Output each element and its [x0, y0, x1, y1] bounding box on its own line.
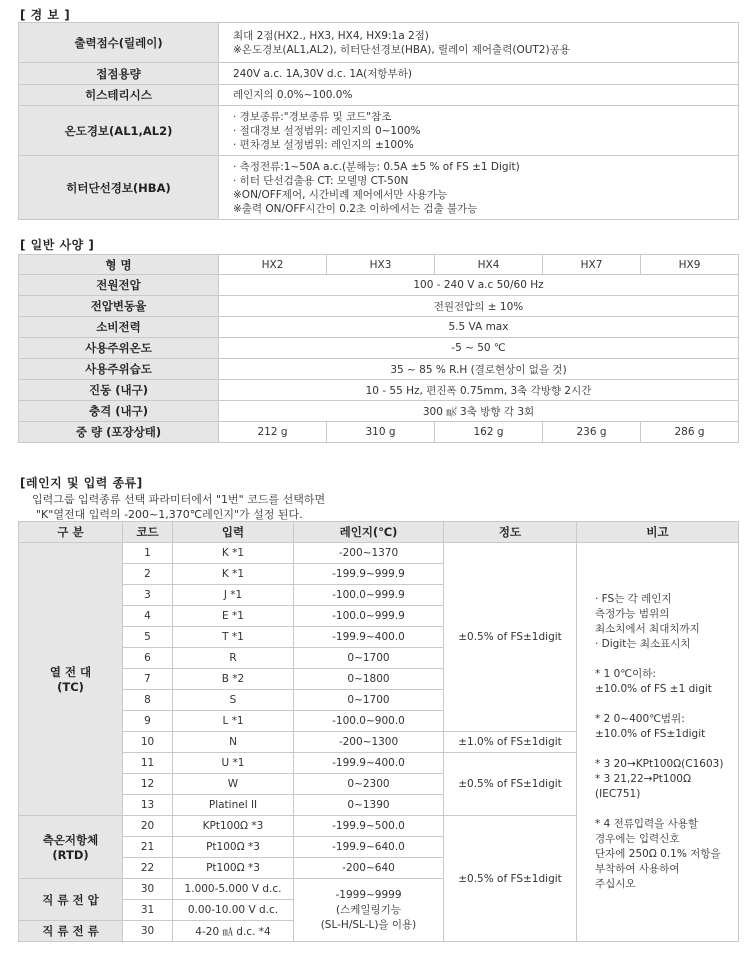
- code-cell: 31: [123, 900, 173, 921]
- input-cell: E *1: [173, 606, 294, 627]
- table-row: [19, 422, 739, 443]
- row-value: 레인지의 0.0%~100.0%: [219, 85, 739, 106]
- row-label: 전압변동율: [19, 296, 219, 317]
- input-cell: Pt100Ω *3: [173, 858, 294, 879]
- row-value: 전원전압의 ± 10%: [219, 296, 739, 317]
- input-cell: L *1: [173, 711, 294, 732]
- column-header: 구 분: [19, 522, 123, 543]
- code-cell: 10: [123, 732, 173, 753]
- range-cell: -100.0~999.9: [294, 606, 444, 627]
- table-row: [19, 275, 739, 296]
- row-label: 소비전력: [19, 317, 219, 338]
- input-cell: Pt100Ω *3: [173, 837, 294, 858]
- input-cell: 0.00-10.00 V d.c.: [173, 900, 294, 921]
- code-cell: 22: [123, 858, 173, 879]
- table-row: [19, 255, 739, 275]
- range-cell: -200~640: [294, 858, 444, 879]
- row-value: 최대 2점(HX2., HX3, HX4, HX9:1a 2점) ※온도경보(AL1,AL2), 히터단선경보(HBA), 릴레이 제어출력(OUT2)공용: [219, 23, 739, 63]
- row-label: 접점용량: [19, 63, 219, 85]
- column-header: 레인지(℃): [294, 522, 444, 543]
- input-cell: S: [173, 690, 294, 711]
- range-cell: 0~1700: [294, 648, 444, 669]
- range-cell: 0~2300: [294, 774, 444, 795]
- alarm-table: [18, 22, 739, 220]
- range-cell: -199.9~500.0: [294, 816, 444, 837]
- table-row: [19, 23, 739, 63]
- row-label: 진동 (내구): [19, 380, 219, 401]
- model-label: 형 명: [19, 255, 219, 275]
- weight-cell: 162 g: [435, 422, 543, 443]
- row-label: 사용주위습도: [19, 359, 219, 380]
- code-cell: 13: [123, 795, 173, 816]
- code-cell: 5: [123, 627, 173, 648]
- table-row: [19, 296, 739, 317]
- accuracy-cell: ±0.5% of FS±1digit: [444, 816, 577, 942]
- range-note-line-1: 입력그룹 입력종류 선택 파라미터에서 "1번" 코드를 선택하면: [32, 493, 326, 506]
- input-cell: N: [173, 732, 294, 753]
- row-label: 사용주위온도: [19, 338, 219, 359]
- general-spec-table: [18, 254, 739, 443]
- input-cell: K *1: [173, 564, 294, 585]
- range-cell: -200~1300: [294, 732, 444, 753]
- table-row: [19, 156, 739, 220]
- range-cell: 0~1390: [294, 795, 444, 816]
- accuracy-cell: ±0.5% of FS±1digit: [444, 543, 577, 732]
- code-cell: 30: [123, 879, 173, 900]
- code-cell: 11: [123, 753, 173, 774]
- column-header: 코드: [123, 522, 173, 543]
- table-row: [19, 85, 739, 106]
- range-cell: -199.9~640.0: [294, 837, 444, 858]
- table-row: [19, 63, 739, 85]
- row-label: 출력점수(릴레이): [19, 23, 219, 63]
- table-row: [19, 317, 739, 338]
- row-value: 35 ~ 85 % R.H (결로현상이 없을 것): [219, 359, 739, 380]
- weight-cell: 212 g: [219, 422, 327, 443]
- row-value: -5 ~ 50 ℃: [219, 338, 739, 359]
- row-label: 히스테리시스: [19, 85, 219, 106]
- range-cell: -200~1370: [294, 543, 444, 564]
- row-label: 충격 (내구): [19, 401, 219, 422]
- range-cell: 0~1800: [294, 669, 444, 690]
- row-label: 온도경보(AL1,AL2): [19, 106, 219, 156]
- group-label-rtd: 측온저항체 (RTD): [19, 816, 123, 879]
- range-cell: -199.9~400.0: [294, 753, 444, 774]
- range-cell: -1999~9999 (스케일링기능 (SL-H/SL-L)을 이용): [294, 879, 444, 942]
- code-cell: 21: [123, 837, 173, 858]
- group-label-tc: 열 전 대 (TC): [19, 543, 123, 816]
- code-cell: 12: [123, 774, 173, 795]
- range-section-title: [레인지 및 입력 종류]: [20, 476, 143, 490]
- row-label: 전원전압: [19, 275, 219, 296]
- remarks-cell: · FS는 각 레인지 측정가능 범위의 최소치에서 최대치까지 · Digit는 최소표시치 * 1 0℃이하: ±10.0% of FS ±1 digit * 2 0~400℃범위: ±10.0% of FS±1digit * 3 20→KPt100Ω(C1603) * 3 21,22→Pt100Ω (IEC751) * 4 전류입력을 사용할 경우에는 입력신호 단자에 250Ω 0.1% 저항을 부착하여 사용하여 주십시오: [577, 543, 739, 942]
- row-value: 100 - 240 V a.c 50/60 Hz: [219, 275, 739, 296]
- row-value: 5.5 VA max: [219, 317, 739, 338]
- code-cell: 20: [123, 816, 173, 837]
- row-label: 히터단선경보(HBA): [19, 156, 219, 220]
- input-cell: T *1: [173, 627, 294, 648]
- table-row: [19, 543, 739, 564]
- row-value: · 측정전류:1~50A a.c.(분해능: 0.5A ±5 % of FS ±1 Digit) · 히터 단선검출용 CT: 모델명 CT-50N ※ON/OFF제어, 시간비례 제어에서만 사용가능 ※출력 ON/OFF시간이 0.2초 이하에서는 검출 불가능: [219, 156, 739, 220]
- row-value: · 경보종류:"경보종류 및 코드"참조 · 절대경보 설정범위: 레인지의 0~100% · 편차경보 설정범위: 레인지의 ±100%: [219, 106, 739, 156]
- range-cell: -199.9~400.0: [294, 627, 444, 648]
- table-row: [19, 359, 739, 380]
- table-row: [19, 338, 739, 359]
- table-row: [19, 401, 739, 422]
- accuracy-cell: ±0.5% of FS±1digit: [444, 753, 577, 816]
- group-label-dc-current: 직 류 전 류: [19, 921, 123, 942]
- input-cell: J *1: [173, 585, 294, 606]
- input-cell: KPt100Ω *3: [173, 816, 294, 837]
- input-cell: R: [173, 648, 294, 669]
- group-label-dc-voltage: 직 류 전 압: [19, 879, 123, 921]
- row-value: 300 ㎨ 3축 방향 각 3회: [219, 401, 739, 422]
- input-cell: U *1: [173, 753, 294, 774]
- model-cell: HX9: [641, 255, 739, 275]
- input-cell: Platinel II: [173, 795, 294, 816]
- range-cell: 0~1700: [294, 690, 444, 711]
- alarm-section-title: [ 경 보 ]: [20, 8, 71, 22]
- row-value: 10 - 55 Hz, 편진폭 0.75mm, 3축 각방향 2시간: [219, 380, 739, 401]
- column-header: 정도: [444, 522, 577, 543]
- code-cell: 4: [123, 606, 173, 627]
- accuracy-cell: ±1.0% of FS±1digit: [444, 732, 577, 753]
- input-cell: W: [173, 774, 294, 795]
- input-cell: 4-20 ㎃ d.c. *4: [173, 921, 294, 942]
- general-section-title: [ 일반 사양 ]: [20, 238, 95, 252]
- range-cell: -199.9~999.9: [294, 564, 444, 585]
- weight-cell: 310 g: [327, 422, 435, 443]
- code-cell: 1: [123, 543, 173, 564]
- input-cell: B *2: [173, 669, 294, 690]
- weight-cell: 236 g: [543, 422, 641, 443]
- code-cell: 30: [123, 921, 173, 942]
- input-cell: 1.000-5.000 V d.c.: [173, 879, 294, 900]
- code-cell: 7: [123, 669, 173, 690]
- row-value: 240V a.c. 1A,30V d.c. 1A(저항부하): [219, 63, 739, 85]
- code-cell: 8: [123, 690, 173, 711]
- range-cell: -100.0~900.0: [294, 711, 444, 732]
- model-cell: HX4: [435, 255, 543, 275]
- model-cell: HX7: [543, 255, 641, 275]
- code-cell: 9: [123, 711, 173, 732]
- table-row: [19, 522, 739, 543]
- table-row: [19, 380, 739, 401]
- range-cell: -100.0~999.9: [294, 585, 444, 606]
- model-cell: HX2: [219, 255, 327, 275]
- code-cell: 3: [123, 585, 173, 606]
- column-header: 입력: [173, 522, 294, 543]
- weight-label: 중 량 (포장상태): [19, 422, 219, 443]
- model-cell: HX3: [327, 255, 435, 275]
- code-cell: 2: [123, 564, 173, 585]
- range-note-line-2: "K"열전대 입력의 -200~1,370℃레인지"가 설정 된다.: [36, 508, 303, 521]
- column-header: 비고: [577, 522, 739, 543]
- weight-cell: 286 g: [641, 422, 739, 443]
- input-cell: K *1: [173, 543, 294, 564]
- range-table: [18, 521, 739, 942]
- code-cell: 6: [123, 648, 173, 669]
- table-row: [19, 106, 739, 156]
